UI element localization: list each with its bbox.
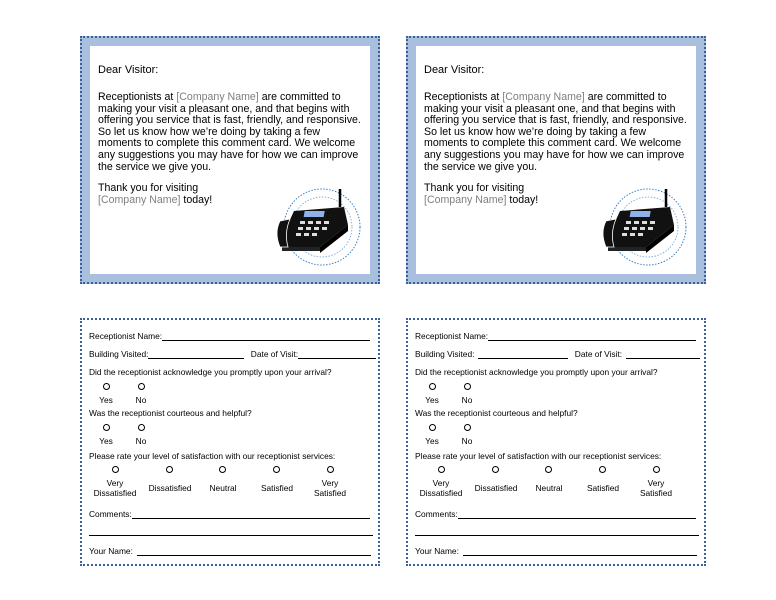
company-name-placeholder: [Company Name] <box>98 193 181 206</box>
receptionist-name-field[interactable] <box>488 331 696 341</box>
question-satisfaction: Please rate your level of satisfaction with our receptionist services: <box>415 451 662 461</box>
very-dissatisfied-radio[interactable] <box>112 466 119 473</box>
comments-label: Comments: <box>415 509 458 519</box>
telephone-icon <box>590 181 690 271</box>
courteous-no-label: No <box>461 436 473 446</box>
question-acknowledge: Did the receptionist acknowledge you promptly upon your arrival? <box>415 367 658 377</box>
neutral-label: Neutral <box>535 483 563 493</box>
building-visited-label: Building Visited: <box>415 349 475 359</box>
acknowledge-yes-radio[interactable] <box>103 383 110 390</box>
acknowledge-no-radio[interactable] <box>138 383 145 390</box>
intro-paragraph <box>98 92 362 173</box>
satisfied-label: Satisfied <box>586 483 620 493</box>
your-name-label: Your Name: <box>89 546 133 556</box>
receptionist-name-label: Receptionist Name: <box>415 331 489 341</box>
dissatisfied-label: Dissatisfied <box>474 483 518 493</box>
courteous-no-radio[interactable] <box>464 424 471 431</box>
closing-part-2: today! <box>180 193 213 206</box>
very-satisfied-radio[interactable] <box>327 466 334 473</box>
question-courteous: Was the receptionist courteous and helpful? <box>89 408 252 418</box>
very-dissatisfied-label: Very Dissatisfied <box>419 478 463 498</box>
very-dissatisfied-radio[interactable] <box>438 466 445 473</box>
courteous-no-radio[interactable] <box>138 424 145 431</box>
neutral-radio[interactable] <box>545 466 552 473</box>
your-name-field[interactable] <box>463 546 697 556</box>
courteous-yes-label: Yes <box>425 436 439 446</box>
building-visited-field[interactable] <box>148 349 244 359</box>
comments-field-line-2[interactable] <box>415 535 699 536</box>
receptionist-name-field[interactable] <box>162 331 370 341</box>
neutral-radio[interactable] <box>219 466 226 473</box>
building-date-row <box>415 349 700 359</box>
satisfied-label: Satisfied <box>260 483 294 493</box>
comments-field[interactable] <box>458 509 696 519</box>
your-name-row <box>415 546 697 556</box>
acknowledge-yes-label: Yes <box>99 395 113 405</box>
satisfied-radio[interactable] <box>273 466 280 473</box>
dissatisfied-radio[interactable] <box>166 466 173 473</box>
intro-paragraph <box>424 92 688 173</box>
comments-field-line-2[interactable] <box>89 535 373 536</box>
date-of-visit-field[interactable] <box>626 349 700 359</box>
dissatisfied-label: Dissatisfied <box>148 483 192 493</box>
building-date-row <box>89 349 376 359</box>
comments-label: Comments: <box>89 509 132 519</box>
date-of-visit-label: Date of Visit: <box>574 349 623 359</box>
your-name-row <box>89 546 371 556</box>
acknowledge-yes-radio[interactable] <box>429 383 436 390</box>
company-name-placeholder: [Company Name] <box>424 193 507 206</box>
your-name-label: Your Name: <box>415 546 459 556</box>
dissatisfied-radio[interactable] <box>492 466 499 473</box>
acknowledge-yes-label: Yes <box>425 395 439 405</box>
para-part-2: are committed to making your visit a pleasant one, and that begins with offering you service that is fast, friendly, and responsive. So let us know how we’re doing by taking a few moments to complete this comment card. We welcome any suggestions you may have for how we can improve the service we give you. <box>98 91 361 173</box>
acknowledge-no-radio[interactable] <box>464 383 471 390</box>
courteous-yes-radio[interactable] <box>429 424 436 431</box>
courteous-yes-radio[interactable] <box>103 424 110 431</box>
company-name-placeholder: [Company Name] <box>502 91 585 103</box>
very-satisfied-radio[interactable] <box>653 466 660 473</box>
para-part-1: Receptionists at <box>424 91 503 103</box>
telephone-icon <box>264 181 364 271</box>
very-dissatisfied-label: Very Dissatisfied <box>93 478 137 498</box>
courteous-no-label: No <box>135 436 147 446</box>
company-name-placeholder: [Company Name] <box>176 91 259 103</box>
closing-part-2: today! <box>506 193 539 206</box>
card-front-content <box>90 46 370 274</box>
building-visited-label: Building Visited: <box>89 349 149 359</box>
date-of-visit-label: Date of Visit: <box>250 349 299 359</box>
greeting: Dear Visitor: <box>98 64 159 76</box>
comments-row <box>89 509 370 519</box>
greeting: Dear Visitor: <box>424 64 485 76</box>
receptionist-name-label: Receptionist Name: <box>89 331 163 341</box>
acknowledge-no-label: No <box>135 395 147 405</box>
very-satisfied-label: Very Satisfied <box>313 478 347 498</box>
closing-part-1: Thank you for visiting <box>98 182 199 195</box>
comment-card-front-right <box>406 36 706 284</box>
para-part-1: Receptionists at <box>98 91 177 103</box>
card-front-content <box>416 46 696 274</box>
neutral-label: Neutral <box>209 483 237 493</box>
comments-field[interactable] <box>132 509 370 519</box>
question-courteous: Was the receptionist courteous and helpful? <box>415 408 578 418</box>
receptionist-name-row <box>415 331 696 341</box>
closing-part-1: Thank you for visiting <box>424 182 525 195</box>
comment-card-front-left <box>80 36 380 284</box>
building-visited-field[interactable] <box>478 349 568 359</box>
comments-row <box>415 509 696 519</box>
your-name-field[interactable] <box>137 546 371 556</box>
question-acknowledge: Did the receptionist acknowledge you promptly upon your arrival? <box>89 367 332 377</box>
very-satisfied-label: Very Satisfied <box>639 478 673 498</box>
question-satisfaction: Please rate your level of satisfaction with our receptionist services: <box>89 451 336 461</box>
receptionist-name-row <box>89 331 370 341</box>
acknowledge-no-label: No <box>461 395 473 405</box>
comment-card-form-left <box>80 318 380 566</box>
courteous-yes-label: Yes <box>99 436 113 446</box>
satisfied-radio[interactable] <box>599 466 606 473</box>
para-part-2: are committed to making your visit a pleasant one, and that begins with offering you service that is fast, friendly, and responsive. So let us know how we’re doing by taking a few moments to complete this comment card. We welcome any suggestions you may have for how we can improve the service we give you. <box>424 91 687 173</box>
comment-card-form-right <box>406 318 706 566</box>
date-of-visit-field[interactable] <box>298 349 376 359</box>
